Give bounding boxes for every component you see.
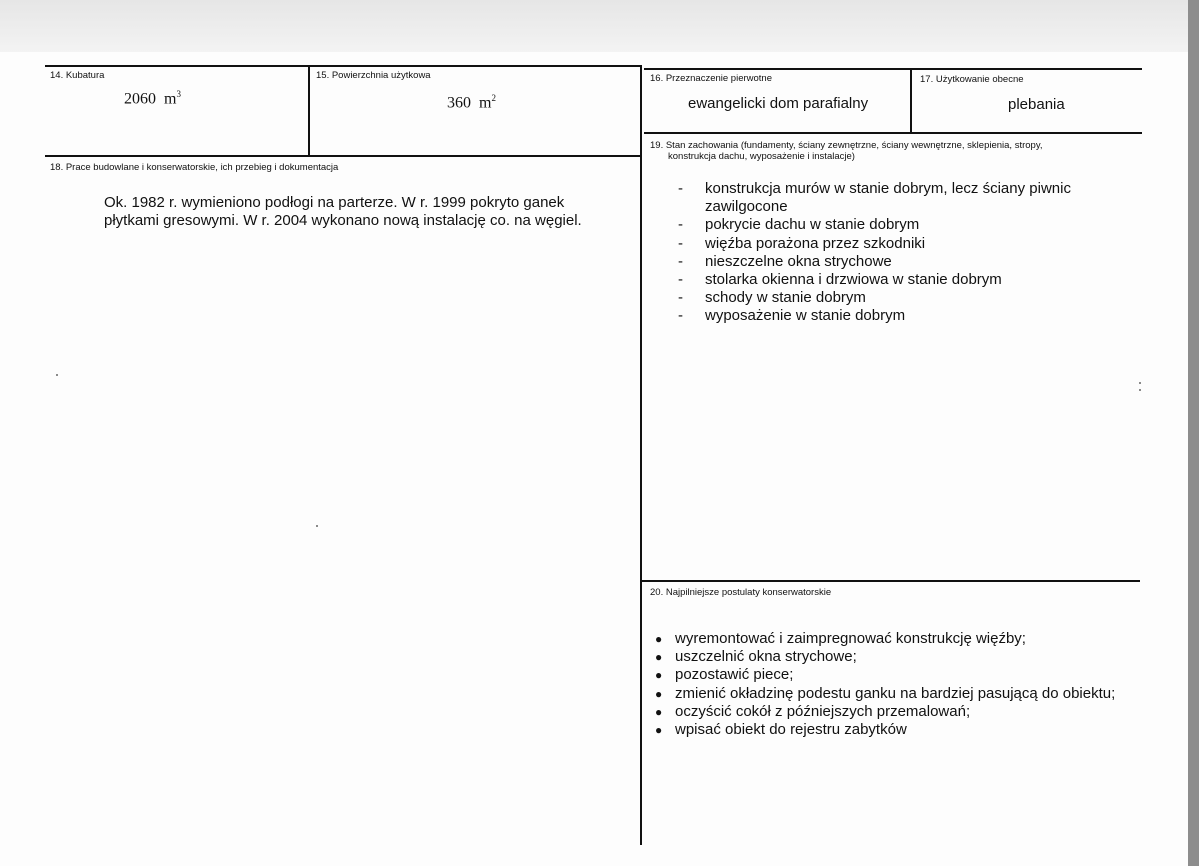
list-item-text: uszczelnić okna strychowe; — [675, 648, 857, 666]
field18-text — [104, 194, 634, 230]
field17-value: plebania — [1008, 96, 1065, 113]
list-item — [678, 307, 1128, 325]
list-item-text: nieszczelne okna strychowe — [705, 252, 892, 270]
list-item — [655, 666, 1155, 684]
page-edge — [1188, 0, 1199, 866]
list-item — [655, 630, 1155, 648]
field19-label-line1: 19. Stan zachowania (fundamenty, ściany zewnętrzne, ściany wewnętrzne, sklepienia, stropy, — [650, 140, 1043, 151]
rule-right-16-17-bottom — [644, 132, 1142, 134]
list-item-text: więźba porażona przez szkodniki — [705, 234, 926, 252]
rule-top-left — [45, 65, 640, 67]
field19-label-line2: konstrukcja dachu, wyposażenie i instalacje) — [668, 151, 855, 162]
field18-text-line2: płytkami gresowymi. W r. 2004 wykonano nową instalację co. na węgiel. — [104, 212, 582, 229]
field15-value — [447, 93, 496, 112]
scan-speck — [56, 374, 58, 376]
bullet-icon: ● — [655, 686, 663, 701]
dash-marker: - — [678, 180, 683, 197]
bullet-icon: ● — [655, 723, 663, 738]
list-item — [678, 271, 1128, 289]
list-item-text: wyremontować i zaimpregnować konstrukcję więźby; — [675, 630, 1026, 647]
list-item-text: wpisać obiekt do rejestru zabytków — [675, 721, 907, 739]
rule-top-right — [644, 68, 1142, 70]
dash-marker: - — [678, 307, 683, 325]
field19-list — [678, 180, 1128, 326]
field15-unit: m — [479, 94, 492, 112]
list-item — [655, 721, 1155, 739]
rule-divider-16-17 — [910, 68, 912, 132]
list-item-text: schody w stanie dobrym — [705, 289, 866, 307]
scan-speck — [316, 525, 318, 527]
list-item-text: zmienić okładzinę podestu ganku na bardziej pasującą do obiektu; — [675, 684, 1116, 702]
field14-unit-sup: 3 — [176, 89, 181, 99]
field19-label — [650, 140, 1043, 162]
list-item — [678, 180, 1128, 198]
dash-marker — [678, 198, 705, 216]
rule-divider-col — [640, 65, 642, 845]
list-item — [655, 703, 1155, 721]
bullet-icon: ● — [655, 650, 663, 665]
field20-label: 20. Najpilniejsze postulaty konserwatorskie — [650, 587, 832, 598]
field14-unit: m — [164, 90, 177, 108]
field16-value: ewangelicki dom parafialny — [688, 95, 869, 112]
list-item-text: wyposażenie w stanie dobrym — [705, 307, 906, 325]
list-item-text: pokrycie dachu w stanie dobrym — [705, 216, 920, 234]
rule-18-top — [45, 155, 642, 157]
scan-speck — [1139, 389, 1141, 391]
scan-speck — [1139, 382, 1141, 384]
rule-divider-14-15 — [308, 65, 310, 155]
field14-label: 14. Kubatura — [50, 70, 105, 81]
field14-value — [124, 89, 181, 108]
list-item — [678, 253, 1128, 271]
dash-marker: - — [678, 271, 683, 289]
bullet-icon: ● — [655, 704, 663, 719]
field15-label: 15. Powierzchnia użytkowa — [316, 70, 431, 81]
field18-label: 18. Prace budowlane i konserwatorskie, ich przebieg i dokumentacja — [50, 162, 339, 173]
list-item — [655, 685, 1155, 703]
field14-number: 2060 — [124, 90, 156, 108]
list-item-text: konstrukcja murów w stanie dobrym, lecz ściany piwnic — [705, 180, 1071, 197]
dash-marker: - — [678, 234, 683, 252]
list-item-text: zawilgocone — [705, 198, 788, 216]
list-item — [655, 648, 1155, 666]
field17-label: 17. Użytkowanie obecne — [920, 74, 1024, 85]
list-item-text: pozostawić piece; — [675, 666, 794, 684]
list-item-text: oczyścić cokół z późniejszych przemalowań; — [675, 702, 971, 720]
field15-number: 360 — [447, 94, 471, 112]
list-item — [678, 289, 1128, 307]
bullet-icon: ● — [655, 668, 663, 683]
dash-marker: - — [678, 216, 683, 234]
field18-text-line1: Ok. 1982 r. wymieniono podłogi na parterze. W r. 1999 pokryto ganek — [104, 194, 565, 211]
field20-list — [655, 630, 1155, 739]
dash-marker: - — [678, 252, 683, 270]
list-item — [678, 235, 1128, 253]
dash-marker: - — [678, 289, 683, 307]
page-top-margin — [0, 0, 1199, 52]
bullet-icon: ● — [655, 632, 663, 646]
field15-unit-sup: 2 — [491, 93, 496, 103]
list-item-text: stolarka okienna i drzwiowa w stanie dobrym — [705, 271, 1002, 289]
rule-20-top — [641, 580, 1140, 582]
list-item — [678, 198, 1128, 216]
list-item — [678, 216, 1128, 234]
field16-label: 16. Przeznaczenie pierwotne — [650, 73, 772, 84]
